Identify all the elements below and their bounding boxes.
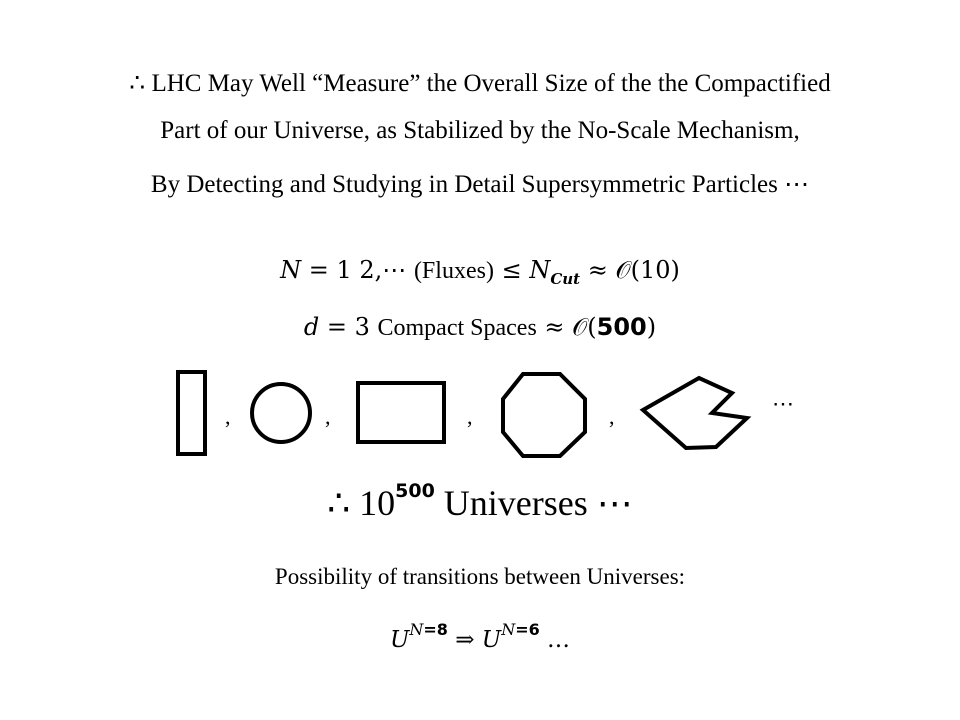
shapes-ellipsis: ⋯	[772, 392, 794, 417]
eq1-value: (10)	[630, 256, 680, 284]
u2-exponent	[501, 620, 540, 639]
headline-line-1: ∴ LHC May Well “Measure” the Overall Size of the the Compactified	[129, 70, 831, 97]
universe-u1: U	[389, 627, 410, 653]
eq1-leq: ≤	[493, 256, 530, 284]
eq1-big-o: 𝒪	[615, 256, 631, 284]
u2-exp-eq: =6	[515, 620, 540, 639]
shape-separator: ,	[325, 404, 331, 429]
transitions-label: Possibility of transitions between Universes:	[274, 564, 686, 589]
eq3-ellipsis: …	[539, 627, 571, 653]
irregular-pentagon-shape	[643, 378, 747, 448]
eq1-approx: ≈	[580, 256, 616, 284]
shape-separator: ,	[225, 404, 231, 429]
tall-rectangle-shape	[178, 372, 205, 454]
universes-count	[0, 480, 960, 524]
headline-line-2: Part of our Universe, as Stabilized by the No-Scale Mechanism,	[160, 117, 800, 144]
u2-exp-var: N	[501, 620, 516, 639]
transition-equation	[0, 620, 960, 653]
octagon-shape	[503, 374, 585, 456]
shape-separator: ,	[467, 404, 473, 429]
var-d: d	[303, 313, 320, 341]
wide-rectangle-shape	[358, 383, 444, 442]
therefore-ten: ∴ 10	[327, 483, 396, 523]
universes-text: Universes ⋯	[434, 483, 633, 523]
implies-arrow: ⇒	[447, 627, 482, 653]
exponent-500: 500	[395, 480, 435, 502]
shape-separator: ,	[609, 404, 615, 429]
eq2-big-o: 𝒪	[572, 313, 588, 341]
eq1-values: = 1 2,⋯	[301, 256, 414, 284]
eq2-text: Compact Spaces	[377, 315, 537, 341]
circle-shape	[252, 384, 310, 442]
eq2-equals: = 3	[319, 313, 378, 341]
eq2-approx: ≈	[536, 313, 573, 341]
ncut-subscript: Cut	[550, 270, 581, 288]
u1-exp-eq: =8	[423, 620, 448, 639]
headline-line-3: By Detecting and Studying in Detail Supersymmetric Particles ⋯	[150, 171, 810, 198]
universe-u2: U	[481, 627, 502, 653]
u1-exp-var: N	[409, 620, 424, 639]
eq2-close-paren: )	[646, 313, 657, 341]
var-ncut: N	[529, 256, 551, 284]
eq2-value: 500	[596, 313, 647, 341]
eq2-open-paren: (	[587, 313, 597, 341]
var-n: N	[280, 256, 302, 284]
u1-exponent	[409, 620, 448, 639]
eq1-fluxes-text: (Fluxes)	[413, 258, 494, 284]
